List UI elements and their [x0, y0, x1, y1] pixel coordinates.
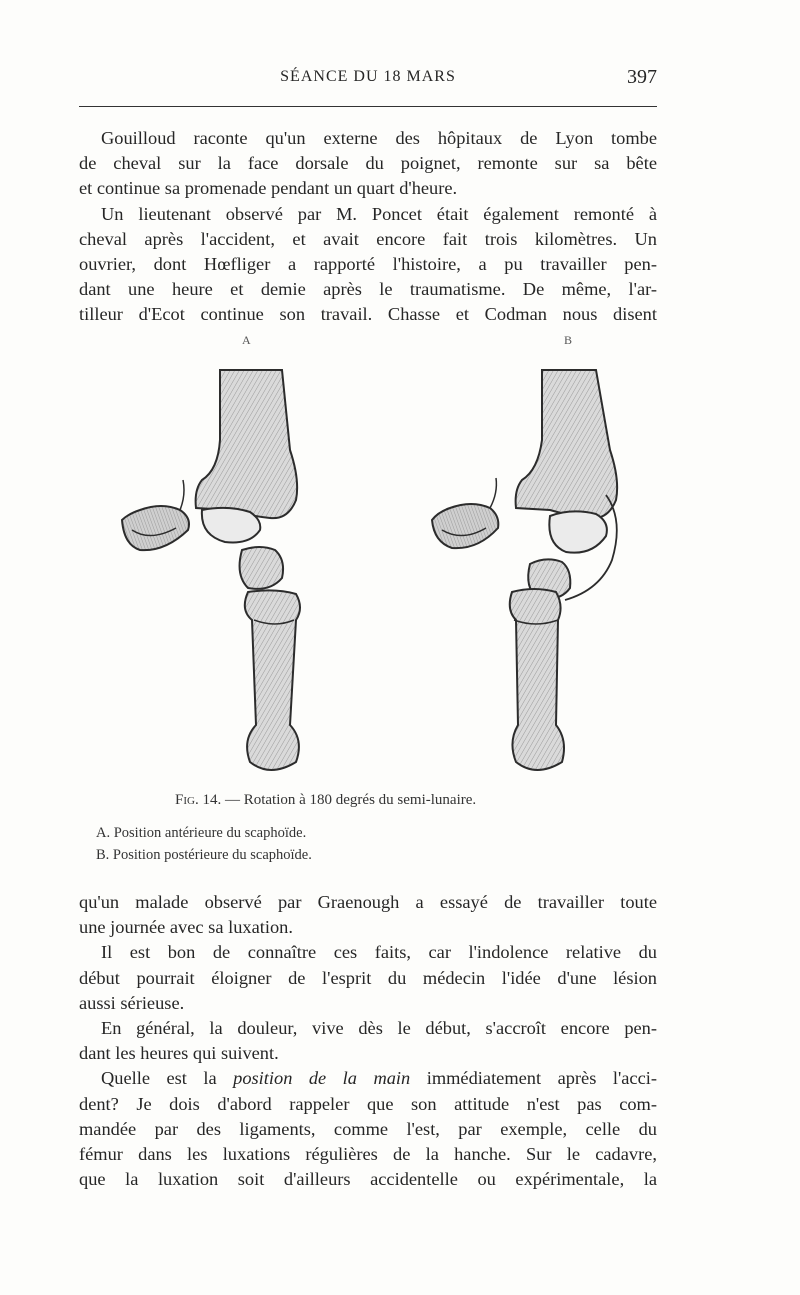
figure-label-b: B [564, 333, 573, 347]
page-number: 397 [627, 66, 657, 88]
caption-prefix: Fig. 14. [175, 792, 222, 808]
text-line [79, 1066, 657, 1091]
header-rule [79, 106, 657, 107]
figure-caption [175, 792, 476, 809]
running-header [79, 66, 657, 96]
lunate-bone [549, 511, 607, 552]
wrist-illustration [110, 330, 650, 790]
text-line: aussi sérieuse. [79, 992, 185, 1013]
metacarpal-bone [510, 589, 564, 770]
text-line: dant les heures qui suivent. [79, 1043, 279, 1064]
paragraph [79, 126, 657, 202]
text-line: dant une heure et demie après le traumatisme. De même, l'ar- [79, 279, 657, 300]
paragraph [79, 1016, 657, 1066]
scaphoid-bone [432, 504, 498, 548]
text-line: et continue sa promenade pendant un quart d'heure. [79, 178, 458, 199]
drawing-a [122, 370, 300, 770]
radius-bone [516, 370, 618, 518]
figure-label-a: A [242, 333, 251, 347]
text-run: immédiatement après l'acci- [410, 1068, 657, 1089]
legend-item-a: A. Position antérieure du scaphoïde. [96, 825, 307, 841]
text-line: mandée par des ligaments, comme l'est, par exemple, celle du [79, 1118, 657, 1139]
text-line: que la luxation soit d'ailleurs accidentelle ou expérimentale, la [79, 1169, 657, 1190]
text-line: dent? Je dois d'abord rappeler que son attitude n'est pas com- [79, 1093, 657, 1114]
text-run: Quelle est la [101, 1068, 234, 1089]
radius-bone [196, 370, 298, 518]
scaphoid-bone [122, 506, 189, 550]
paragraph [79, 940, 657, 1016]
paragraph [79, 202, 657, 328]
caption-text: — Rotation à 180 degrés du semi-lunaire. [221, 792, 477, 808]
text-line: de cheval sur la face dorsale du poignet, remonte sur sa bête [79, 153, 657, 174]
text-line: cheval après l'accident, et avait encore fait trois kilomètres. Un [79, 228, 657, 249]
figure-legend [96, 822, 312, 866]
text-line: une journée avec sa luxation. [79, 917, 293, 938]
text-line: Gouilloud raconte qu'un externe des hôpitaux de Lyon tombe [101, 128, 657, 148]
text-line: ouvrier, dont Hœfliger a rapporté l'histoire, a pu travailler pen- [79, 254, 657, 275]
paragraph [79, 1066, 657, 1192]
lunate-bone [202, 508, 260, 543]
figure-14 [110, 330, 650, 790]
text-line: qu'un malade observé par Graenough a essayé de travailler toute [79, 892, 657, 912]
emphasis-run: position de la main [233, 1068, 411, 1089]
paragraph [79, 890, 657, 940]
capitate-bone [240, 547, 284, 589]
text-line: tilleur d'Ecot continue son travail. Chasse et Codman nous disent [79, 304, 657, 325]
header-title: SÉANCE DU 18 MARS [280, 68, 456, 85]
text-line: fémur dans les luxations régulières de la hanche. Sur le cadavre, [79, 1144, 657, 1165]
text-line: En général, la douleur, vive dès le début, s'accroît encore pen- [101, 1018, 657, 1039]
text-line: Il est bon de connaître ces faits, car l'indolence relative du [101, 942, 657, 963]
drawing-b [432, 370, 617, 770]
legend-item-b: B. Position postérieure du scaphoïde. [96, 847, 312, 863]
text-line: Un lieutenant observé par M. Poncet était également remonté à [101, 203, 657, 224]
text-block-bottom [79, 890, 657, 1192]
text-line: début pourrait éloigner de l'esprit du médecin l'idée d'une lésion [79, 967, 657, 988]
metacarpal-bone [245, 590, 300, 770]
text-block-top [79, 126, 657, 328]
